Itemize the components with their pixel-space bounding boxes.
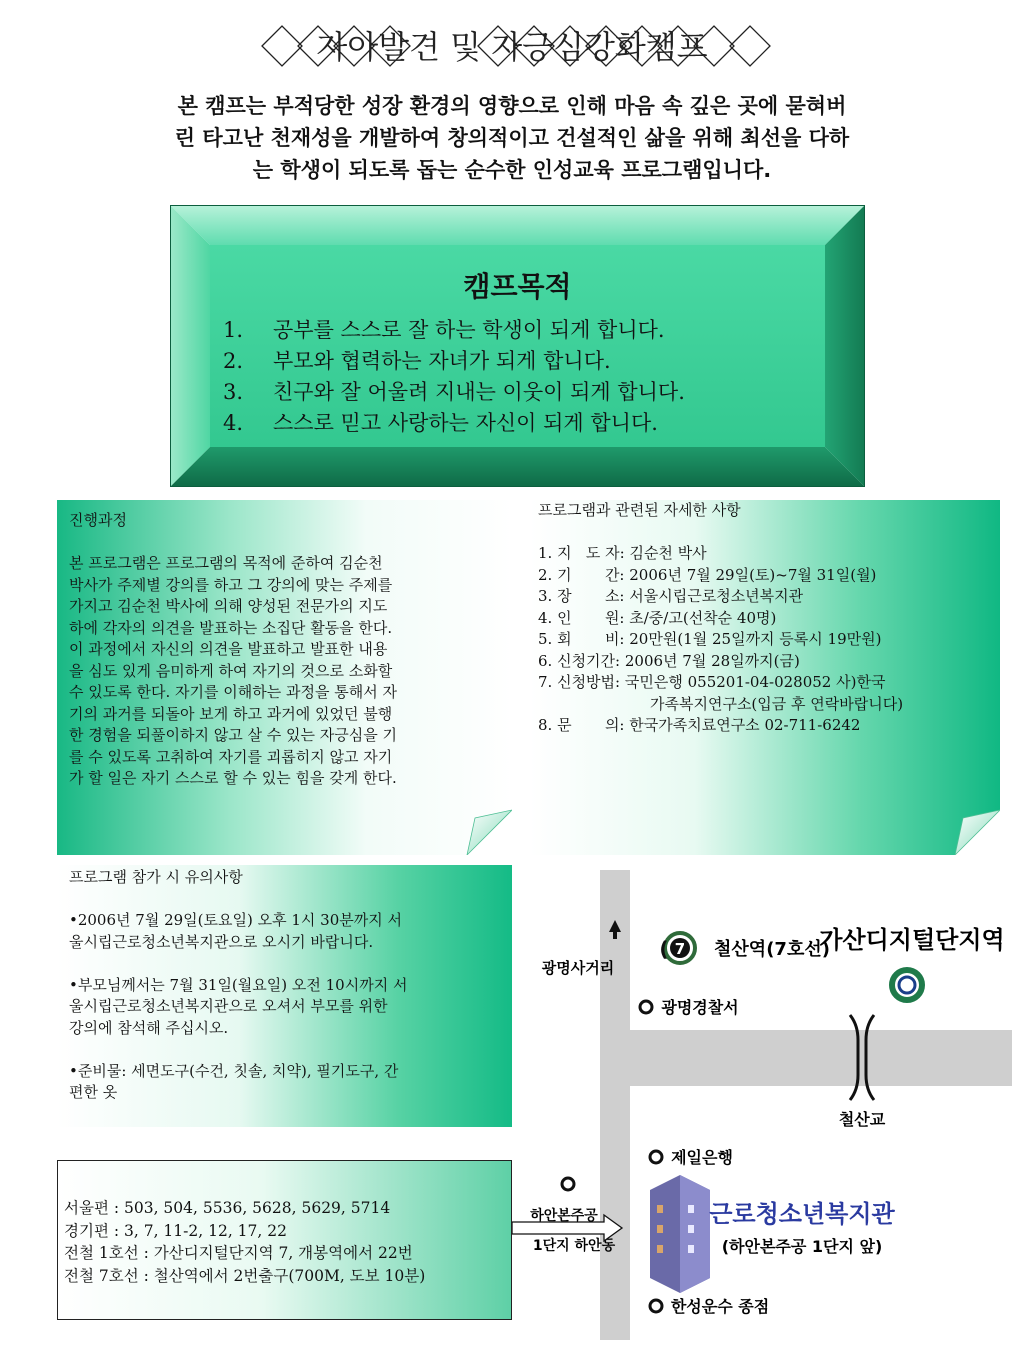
map-label-jeil-bank: 제일은행 [671, 1148, 733, 1167]
purpose-item-number: 2. [223, 349, 244, 373]
gasan-station-icon [892, 970, 922, 1000]
transport-line: 전철 7호선 : 철산역에서 2번출구(700M, 도보 10분) [64, 1266, 426, 1285]
process-line: 가지고 김순천 박사에 의해 양성된 전문가의 지도 [69, 597, 388, 615]
purpose-item-number: 1. [223, 318, 244, 342]
process-line: 하에 각자의 의견을 발표하는 소집단 활동을 한다. [69, 618, 393, 637]
map-label-hansung: 한성운수 종점 [670, 1297, 770, 1316]
caution-item-line: 울시립근로청소년복지관으로 오시기 바랍니다. [69, 932, 374, 951]
process-heading: 진행과정 [69, 511, 127, 529]
police-marker-icon [640, 1001, 652, 1013]
map-label-gwangmyeong-crossroad: 광명사거리 [541, 959, 615, 977]
purpose-item [205, 315, 830, 346]
purpose-item [205, 346, 830, 377]
purpose-item-text: 스스로 믿고 사랑하는 자신이 되게 합니다. [273, 411, 658, 435]
map-label-cheolsan-bridge: 철산교 [838, 1110, 886, 1129]
process-line: 가 할 일은 자기 스스로 할 수 있는 힘을 갖게 한다. [69, 769, 397, 787]
process-line: 기의 과거를 되돌아 보게 하고 과거에 있었던 불행 [69, 704, 393, 723]
map-label-center-sub: (하안본주공 1단지 앞) [721, 1237, 883, 1256]
process-line: 를 수 있도록 고취하여 자기를 괴롭히지 않고 자기 [69, 747, 393, 766]
transport-line: 경기편 : 3, 7, 11-2, 12, 17, 22 [64, 1221, 287, 1240]
detail-row-deadline [538, 651, 993, 673]
purpose-item-number: 3. [223, 380, 244, 404]
detail-label: 2. 기 간: [538, 565, 630, 584]
purpose-item-number: 4. [223, 411, 244, 435]
purpose-item-text: 부모와 협력하는 자녀가 되게 합니다. [273, 349, 611, 373]
detail-label: 8. 문 의: [538, 716, 630, 734]
line7-badge: 7 [674, 940, 686, 958]
detail-value: 서울시립근로청소년복지관 [629, 587, 804, 605]
detail-row-period [538, 565, 993, 587]
details-note-card [530, 500, 1000, 855]
map-label-gasan-station: 가산디지털단지역 [819, 926, 1005, 954]
detail-value: 한국가족치료연구소 02-711-6242 [629, 716, 861, 734]
process-line: 을 심도 있게 음미하게 하여 자기의 것으로 소화할 [69, 661, 393, 680]
page-title-wrap [0, 18, 1024, 78]
caution-item-line: •2006년 7월 29일(토요일) 오후 1시 30분까지 서 [69, 911, 402, 929]
location-map [512, 860, 1012, 1340]
process-line: 한 경험을 되풀이하지 않고 살 수 있는 자긍심을 기 [69, 726, 397, 744]
intro-line: 는 학생이 되도록 돕는 순수한 인성교육 프로그램입니다. [252, 158, 772, 182]
transport-info-text [64, 1197, 425, 1287]
detail-value: 20만원(1월 25일까지 등록시 19만원) [629, 630, 882, 648]
map-label-police: 광명경찰서 [661, 998, 739, 1017]
line7-station-icon [665, 933, 695, 963]
detail-value: 국민은행 055201-04-028052 사)한국 [624, 673, 886, 691]
process-note-text [69, 510, 499, 790]
purpose-item [205, 408, 830, 439]
caution-item-line: 강의에 참석해 주십시오. [69, 1018, 229, 1037]
hansung-marker-icon [650, 1300, 662, 1312]
details-note-text [538, 500, 993, 737]
process-line: 이 과정에서 자신의 의견을 발표하고 발표한 내용 [69, 640, 388, 658]
caution-heading: 프로그램 참가 시 유의사항 [69, 868, 243, 886]
map-road-vertical [600, 870, 630, 1340]
bank-marker-icon [650, 1151, 662, 1163]
map-label-cheolsan-station: 철산역(7호선) [714, 939, 830, 960]
details-heading: 프로그램과 관련된 자세한 사항 [538, 501, 741, 519]
intro-paragraph [60, 90, 964, 186]
detail-label: 4. 인 원: [538, 608, 630, 627]
camp-purpose-title: 캠프목적 [463, 270, 572, 303]
caution-note-card [57, 865, 512, 1127]
map-label-center-name: 근로청소년복지관 [709, 1200, 895, 1228]
intro-line: 본 캠프는 부적당한 성장 환경의 영향으로 인해 마음 속 깊은 곳에 묻혀버 [177, 94, 847, 118]
detail-row-capacity [538, 608, 993, 630]
svg-text:(: ( [659, 937, 669, 961]
caution-item-line: •부모님께서는 7월 31일(월요일) 오전 10시까지 서 [69, 975, 408, 994]
intro-line: 린 타고난 천재성을 개발하여 창의적이고 건설적인 삶을 위해 최선을 다하 [174, 126, 850, 150]
process-note-card [57, 500, 512, 855]
detail-value: 김순천 박사 [629, 544, 707, 562]
detail-value: 2006년 7월 28일까지(금) [624, 651, 800, 670]
detail-row-fee [538, 629, 993, 651]
detail-value: 초/중/고(선착순 40명) [629, 608, 777, 627]
transport-info-box [57, 1160, 512, 1320]
caution-item-line: 울시립근로청소년복지관으로 오셔서 부모를 위한 [69, 997, 388, 1015]
caution-item-line: •준비물: 세면도구(수건, 칫솔, 치약), 필기도구, 간 [69, 1061, 399, 1080]
camp-purpose-content [205, 267, 830, 467]
map-road-horizontal [600, 1030, 1012, 1086]
detail-row-contact [538, 715, 993, 737]
caution-note-text [69, 867, 499, 1104]
purpose-item-text: 친구와 잘 어울려 지내는 이웃이 되게 합니다. [273, 380, 685, 404]
purpose-item-text: 공부를 스스로 잘 하는 학생이 되게 합니다. [273, 318, 665, 342]
detail-label: 6. 신청기간: [538, 651, 625, 670]
detail-value-continued: 가족복지연구소(입금 후 연락바랍니다) [650, 694, 904, 713]
camp-purpose-box [170, 205, 865, 487]
detail-row-place [538, 586, 993, 608]
detail-row-apply-method [538, 672, 993, 694]
caution-item-line: 편한 옷 [69, 1083, 118, 1101]
building-icon [650, 1175, 710, 1293]
transport-line: 전철 1호선 : 가산디지털단지역 7, 개봉역에서 22번 [64, 1244, 413, 1262]
haan-marker-icon [562, 1178, 574, 1190]
page-title: 자아발견 및 자긍심강화캠프 [316, 28, 708, 66]
title-diamond-decoration [250, 18, 774, 78]
camp-purpose-list [205, 315, 830, 439]
process-line: 박사가 주제별 강의를 하고 그 강의에 맞는 주제를 [69, 575, 393, 594]
detail-value: 2006년 7월 29일(토)~7월 31일(월) [629, 565, 877, 584]
detail-label: 3. 장 소: [538, 587, 630, 605]
map-label-haan-left-1: 하안본주공 [530, 1208, 598, 1224]
process-line: 수 있도록 한다. 자기를 이해하는 과정을 통해서 자 [69, 683, 397, 701]
process-line: 본 프로그램은 프로그램의 목적에 준하여 김순천 [69, 554, 383, 572]
transport-line: 서울편 : 503, 504, 5536, 5628, 5629, 5714 [64, 1199, 391, 1217]
purpose-item [205, 377, 830, 408]
detail-label: 7. 신청방법: [538, 673, 625, 691]
map-label-haan-left-2: 1단지 하안동 [532, 1238, 616, 1254]
detail-label: 5. 회 비: [538, 630, 630, 648]
detail-row-instructor [538, 543, 993, 565]
detail-row-apply-method-cont [538, 694, 993, 716]
map-drawing [512, 860, 1012, 1340]
detail-label: 1. 지 도 자: [538, 544, 630, 562]
